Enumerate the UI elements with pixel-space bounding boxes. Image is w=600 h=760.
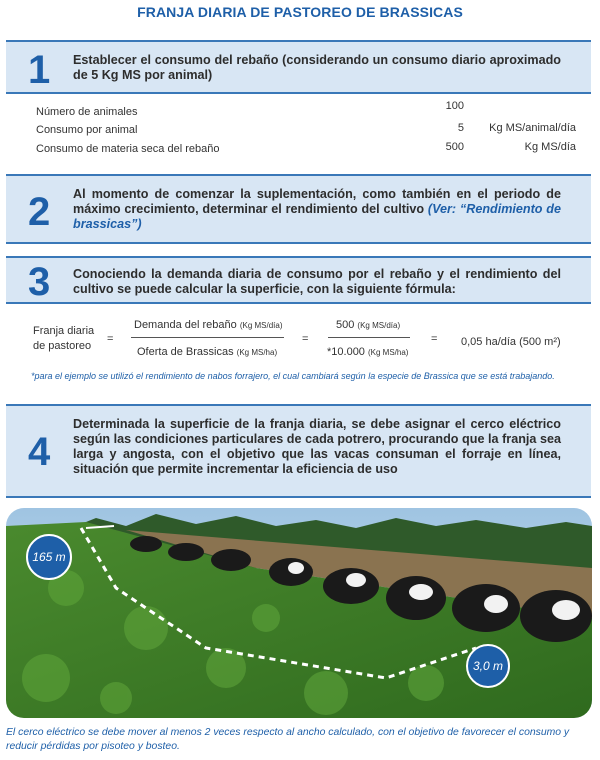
formula-result: 0,05 ha/día (500 m²) xyxy=(461,336,561,348)
table-row xyxy=(36,100,576,120)
formula-denominator-2-text: *10.000 xyxy=(327,346,365,358)
pasture-photo-illustration xyxy=(6,508,592,718)
formula-numerator-1-text: Demanda del rebaño xyxy=(134,319,237,331)
formula-numerator-2 xyxy=(336,319,400,331)
distance-label-short xyxy=(466,644,510,688)
formula-numerator-2-text: 500 xyxy=(336,319,355,331)
table-unit: Kg MS/día xyxy=(524,141,576,153)
step-3-box xyxy=(6,256,591,304)
table-row xyxy=(36,122,576,138)
distance-label-short-text: 3,0 m xyxy=(472,659,503,673)
formula-equals-2: = xyxy=(302,333,309,345)
distance-label-long-text: 165 m xyxy=(32,550,66,564)
step-4-box xyxy=(6,404,591,498)
formula-note: *para el ejemplo se utilizó el rendimiento de nabos forrajero, el cual cambiará según la especie de Brassica que se está trabajando. xyxy=(31,371,555,381)
distance-label-long xyxy=(26,534,72,580)
table-unit: Kg MS/animal/día xyxy=(489,122,576,134)
step-2-text xyxy=(73,187,561,232)
table-label: Número de animales xyxy=(36,106,138,118)
formula-denominator-2-unit: (Kg MS/ha) xyxy=(368,348,409,357)
formula-numerator-1-unit: (Kg MS/día) xyxy=(239,321,283,330)
table-value: 100 xyxy=(445,100,464,112)
table-label: Consumo por animal xyxy=(36,124,138,136)
table-value: 5 xyxy=(457,122,464,134)
step-4-number: 4 xyxy=(28,430,51,474)
formula-lhs-line2: de pastoreo xyxy=(33,340,92,352)
formula-numerator-2-unit: (Kg MS/día) xyxy=(357,321,401,330)
formula-denominator-2 xyxy=(327,346,408,358)
formula-lhs-line1: Franja diaria xyxy=(33,325,95,337)
formula-denominator-1 xyxy=(137,346,277,358)
step-2-reference: (Ver: “Rendimiento de brassicas”) xyxy=(73,202,561,231)
step-2-number: 2 xyxy=(28,190,51,234)
table-row xyxy=(36,141,576,157)
formula-numerator-1 xyxy=(134,319,283,331)
pasture-photo xyxy=(6,508,592,718)
table-value: 500 xyxy=(445,141,464,153)
step-2-body: Al momento de comenzar la suplementación, como también en el periodo de máximo crecimiento, determinar el rendimiento del cultivo xyxy=(73,187,561,216)
fraction-line-2 xyxy=(328,337,410,338)
formula-equals-1: = xyxy=(107,333,114,345)
fraction-line-1 xyxy=(131,337,284,338)
step-1-box xyxy=(6,40,591,94)
step-1-text: Establecer el consumo del rebaño (considerando un consumo diario aproximado de 5 Kg MS por animal) xyxy=(73,53,561,82)
step-4-text: Determinada la superficie de la franja diaria, se debe asignar el cerco eléctrico según las condiciones particulares de cada potrero, procurando que la franja sea larga y angosta, con el objetivo que las vacas consuman el forraje en línea, situación que permite incrementar la eficiencia de uso xyxy=(73,417,561,476)
formula-denominator-1-text: Oferta de Brassicas xyxy=(137,346,234,358)
step-3-number: 3 xyxy=(28,260,51,304)
step-2-box xyxy=(6,174,591,244)
formula-equals-3: = xyxy=(431,333,438,345)
photo-caption: El cerco eléctrico se debe mover al menos 2 veces respecto al ancho calculado, con el objetivo de favorecer el consumo y reducir pérdidas por pisoteo y bosteo. xyxy=(6,727,570,752)
step-1-number: 1 xyxy=(28,48,51,92)
formula-denominator-1-unit: (Kg MS/ha) xyxy=(236,348,278,357)
table-label: Consumo de materia seca del rebaño xyxy=(36,143,220,155)
step-3-text: Conociendo la demanda diaria de consumo por el rebaño y el rendimiento del cultivo se puede calcular la superficie, con la siguiente fórmula: xyxy=(73,267,561,296)
page-title: FRANJA DIARIA DE PASTOREO DE BRASSICAS xyxy=(137,4,463,20)
